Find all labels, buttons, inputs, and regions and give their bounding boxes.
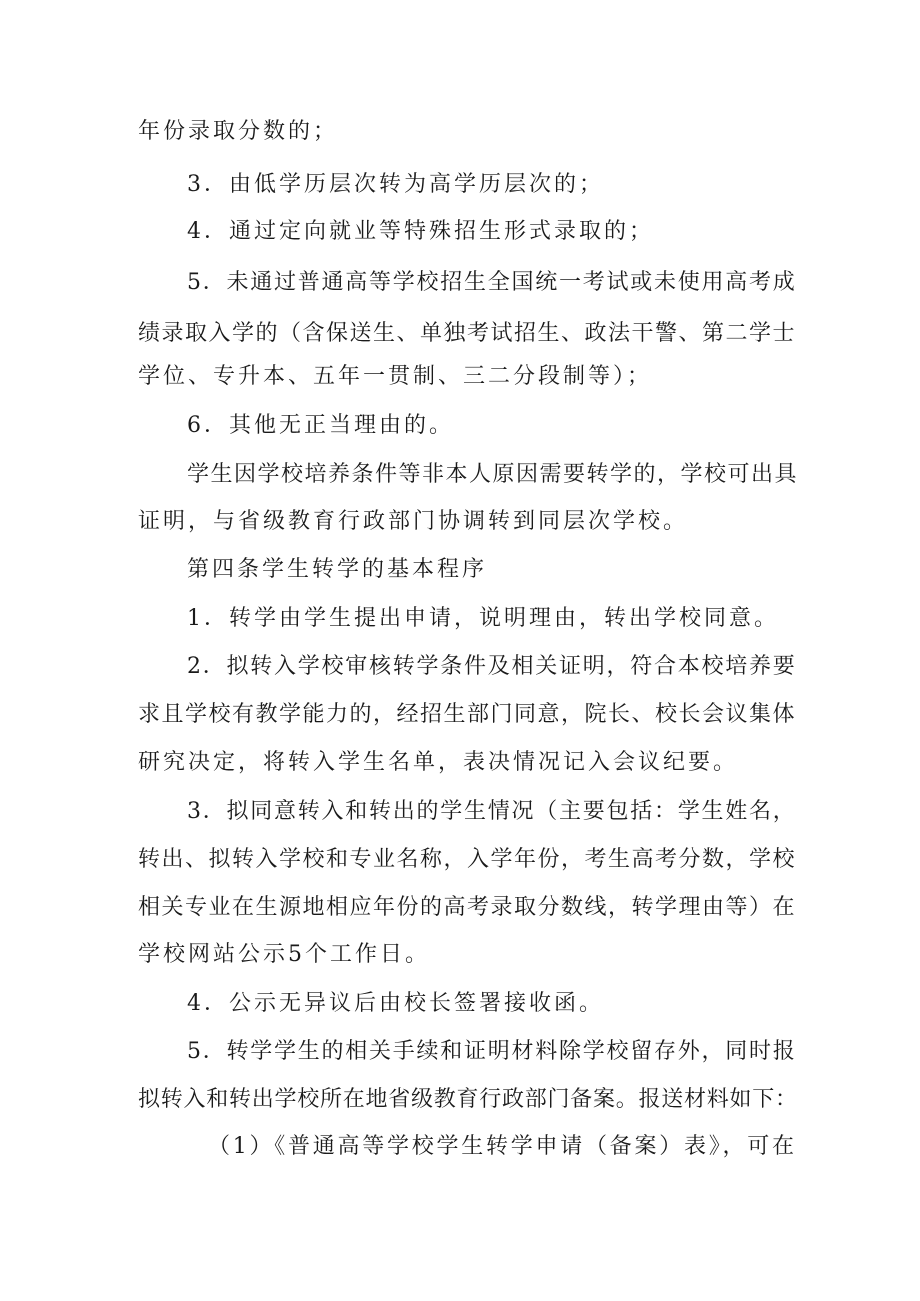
text-line-item-6: 6．其他无正当理由的。 [187, 413, 454, 438]
section-heading: 第四条学生转学的基本程序 [187, 557, 488, 582]
text-line-1: 年份录取分数的； [138, 119, 339, 144]
text-line-step-3-cont-3: 学校网站公示5个工作日。 [138, 942, 430, 967]
text-line-step-3-cont-1: 转出、拟转入学校和专业名称，入学年份，考生高考分数，学校 [138, 847, 797, 872]
text-line-paragraph: 学生因学校培养条件等非本人原因需要转学的，学校可出具 [187, 462, 799, 487]
text-line-material-1: （1）《普通高等学校学生转学申请（备案）表》，可在 [208, 1134, 797, 1159]
text-line-step-5-cont: 拟转入和转出学校所在地省级教育行政部门备案。报送材料如下： [138, 1087, 798, 1112]
text-line-step-2-cont-2: 研究决定，将转入学生名单，表决情况记入会议纪要。 [138, 750, 739, 775]
text-line-item-4: 4．通过定向就业等特殊招生形式录取的； [187, 219, 654, 244]
text-line-item-5: 5．未通过普通高等学校招生全国统一考试或未使用高考成 [187, 270, 797, 295]
text-line-item-3: 3．由低学历层次转为高学历层次的； [187, 172, 604, 197]
text-line-step-2: 2．拟转入学校审核转学条件及相关证明，符合本校培养要 [187, 654, 797, 679]
text-line-step-5: 5．转学学生的相关手续和证明材料除学校留存外，同时报 [187, 1039, 797, 1064]
text-line-step-2-cont-1: 求且学校有教学能力的，经招生部门同意，院长、校长会议集体 [138, 702, 797, 727]
text-line-step-1: 1．转学由学生提出申请，说明理由，转出学校同意。 [187, 606, 779, 631]
text-line-step-3: 3．拟同意转入和转出的学生情况（主要包括：学生姓名， [187, 799, 797, 824]
text-line-item-5-cont-1: 绩录取入学的（含保送生、单独考试招生、政法干警、第二学士 [138, 321, 797, 346]
text-line-step-3-cont-2: 相关专业在生源地相应年份的高考录取分数线，转学理由等）在 [138, 895, 797, 920]
text-line-item-5-cont-2: 学位、专升本、五年一贯制、三二分段制等）； [138, 364, 653, 389]
text-line-step-4: 4．公示无异议后由校长签署接收函。 [187, 991, 604, 1016]
text-line-paragraph-cont: 证明，与省级教育行政部门协调转到同层次学校。 [138, 509, 689, 534]
